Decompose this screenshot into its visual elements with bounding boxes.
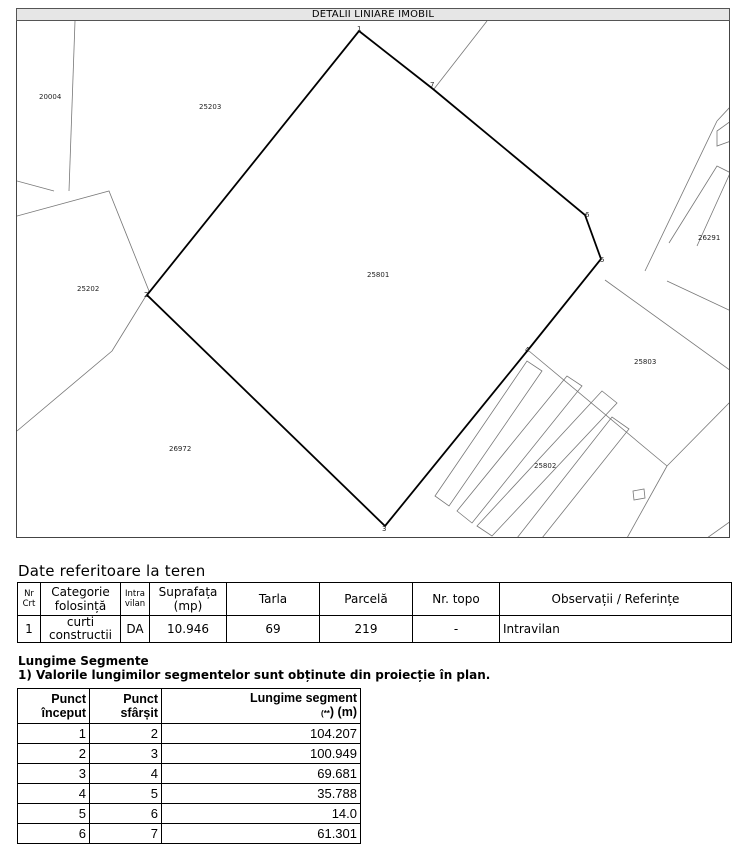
segment-end: 4 bbox=[90, 764, 162, 784]
point-label-4: 4 bbox=[525, 346, 530, 354]
map-drawing bbox=[17, 21, 730, 538]
neighbor-line bbox=[669, 166, 730, 243]
neighbor-line bbox=[627, 466, 667, 538]
point-label-6: 6 bbox=[585, 211, 590, 219]
segment-start: 2 bbox=[18, 744, 90, 764]
neighbor-line bbox=[529, 351, 667, 466]
cell-categorie: curti constructii bbox=[41, 616, 121, 643]
parcel-label-26972: 26972 bbox=[169, 445, 192, 453]
segment-start: 1 bbox=[18, 724, 90, 744]
cell-suprafata: 10.946 bbox=[150, 616, 227, 643]
neighbor-line bbox=[605, 280, 730, 371]
parcel-label-25202: 25202 bbox=[77, 285, 100, 293]
map-header: DETALII LINIARE IMOBIL bbox=[16, 8, 730, 21]
segmente-note: 1) Valorile lungimilor segmentelor sunt obținute din proiecție în plan. bbox=[18, 668, 491, 682]
header-parcela: Parcelă bbox=[320, 583, 413, 616]
header-intravilan: Intra vilan bbox=[121, 583, 150, 616]
parcel-label-25803: 25803 bbox=[634, 358, 657, 366]
neighbor-line bbox=[69, 21, 75, 191]
header-punct-sfarsit: Punct sfârșit bbox=[90, 689, 162, 724]
segmente-table bbox=[17, 688, 361, 844]
point-label-3: 3 bbox=[382, 525, 387, 533]
neighbor-line bbox=[717, 106, 730, 121]
header-punct-inceput: Punct început bbox=[18, 689, 90, 724]
segment-length: 35.788 bbox=[162, 784, 361, 804]
cadastral-map bbox=[16, 21, 730, 538]
neighbor-line bbox=[667, 281, 730, 311]
header-suprafata: Suprafața (mp) bbox=[150, 583, 227, 616]
segment-end: 7 bbox=[90, 824, 162, 844]
neighbor-line bbox=[707, 521, 730, 538]
segment-length: 104.207 bbox=[162, 724, 361, 744]
header-nr-topo: Nr. topo bbox=[413, 583, 500, 616]
segment-row bbox=[18, 724, 361, 744]
segment-end: 2 bbox=[90, 724, 162, 744]
building-outline bbox=[633, 489, 645, 500]
teren-section-title: Date referitoare la teren bbox=[18, 562, 206, 580]
building-outline bbox=[435, 361, 542, 506]
parcel-label-25802: 25802 bbox=[534, 462, 557, 470]
parcel-label-20004: 20004 bbox=[39, 93, 62, 101]
segment-length: 100.949 bbox=[162, 744, 361, 764]
cell-parcela: 219 bbox=[320, 616, 413, 643]
header-lungime-segment bbox=[162, 689, 361, 724]
header-nr-crt: Nr Crt bbox=[18, 583, 41, 616]
segment-length: 61.301 bbox=[162, 824, 361, 844]
teren-table bbox=[17, 582, 732, 643]
building-outline bbox=[457, 376, 582, 523]
unit-label: ) (m) bbox=[329, 705, 357, 719]
segment-end: 6 bbox=[90, 804, 162, 824]
segment-length: 69.681 bbox=[162, 764, 361, 784]
unit-prefix: (** bbox=[321, 709, 330, 718]
cell-nr: 1 bbox=[18, 616, 41, 643]
cell-nr-topo: - bbox=[413, 616, 500, 643]
neighbor-line bbox=[667, 401, 730, 466]
segment-row bbox=[18, 764, 361, 784]
cell-observatii: Intravilan bbox=[500, 616, 732, 643]
header-observatii: Observații / Referințe bbox=[500, 583, 732, 616]
neighbor-line bbox=[645, 121, 717, 271]
point-label-1: 1 bbox=[357, 25, 362, 33]
segment-row bbox=[18, 824, 361, 844]
neighbor-line bbox=[717, 121, 730, 146]
parcel-label-25801: 25801 bbox=[367, 271, 390, 279]
segment-end: 3 bbox=[90, 744, 162, 764]
header-tarla: Tarla bbox=[227, 583, 320, 616]
parcel-label-25203: 25203 bbox=[199, 103, 222, 111]
segment-start: 6 bbox=[18, 824, 90, 844]
teren-header-row bbox=[18, 583, 732, 616]
point-label-7: 7 bbox=[430, 81, 435, 89]
building-outline bbox=[517, 417, 629, 538]
neighbor-line bbox=[434, 21, 487, 89]
cell-tarla: 69 bbox=[227, 616, 320, 643]
segmente-header-row bbox=[18, 689, 361, 724]
segment-row bbox=[18, 784, 361, 804]
segment-row bbox=[18, 804, 361, 824]
segment-end: 5 bbox=[90, 784, 162, 804]
segment-start: 3 bbox=[18, 764, 90, 784]
teren-data-row bbox=[18, 616, 732, 643]
parcel-label-26291: 26291 bbox=[698, 234, 721, 242]
header-lungime-label: Lungime segment bbox=[250, 691, 357, 705]
header-categorie: Categorie folosință bbox=[41, 583, 121, 616]
segment-start: 5 bbox=[18, 804, 90, 824]
neighbor-line bbox=[17, 191, 149, 431]
neighbor-line bbox=[17, 181, 54, 191]
segment-start: 4 bbox=[18, 784, 90, 804]
segment-length: 14.0 bbox=[162, 804, 361, 824]
header-lungime-unit bbox=[165, 705, 357, 721]
segment-row bbox=[18, 744, 361, 764]
point-label-2: 2 bbox=[144, 291, 149, 299]
cell-intravilan: DA bbox=[121, 616, 150, 643]
point-label-5: 5 bbox=[600, 256, 605, 264]
segmente-title: Lungime Segmente bbox=[18, 654, 149, 668]
